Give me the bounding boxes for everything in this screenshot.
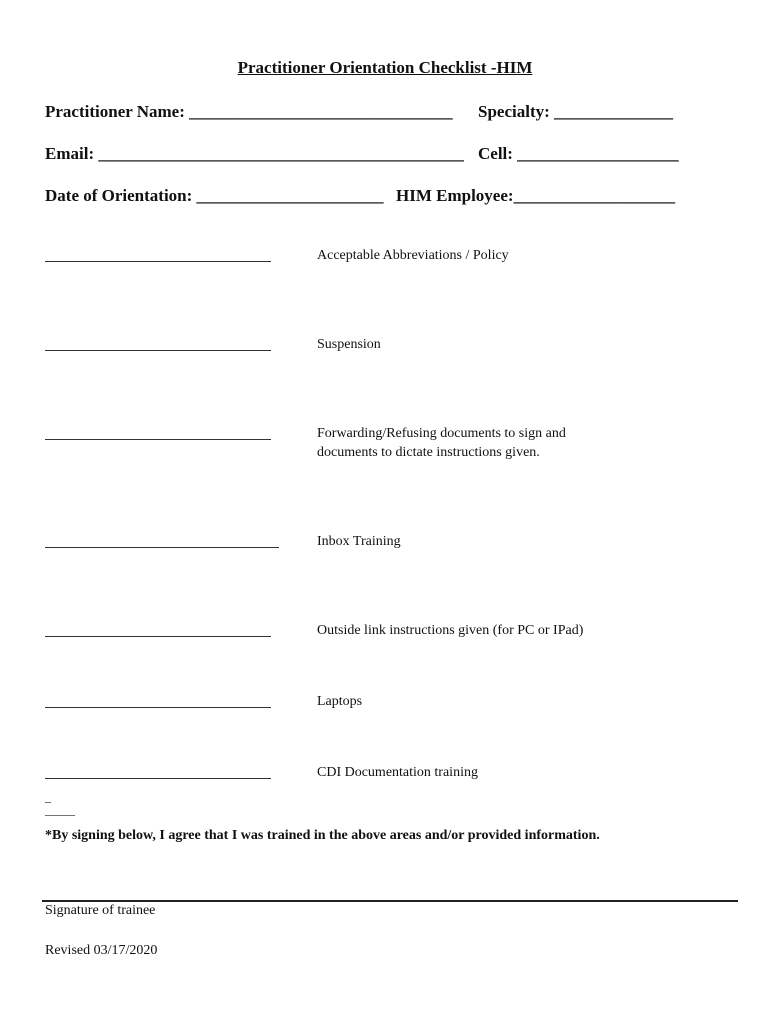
specialty-field[interactable]: Specialty: ______________ — [478, 102, 674, 121]
cell-field[interactable]: Cell: ___________________ — [478, 144, 679, 163]
checklist-item-label: Outside link instructions given (for PC or IPad) — [317, 623, 584, 638]
revised-date: Revised 03/17/2020 — [45, 943, 158, 958]
checklist-item-label: Inbox Training — [317, 534, 401, 549]
initials-line[interactable] — [45, 707, 271, 708]
initials-line[interactable] — [45, 350, 271, 351]
stray-mark: _ — [45, 790, 51, 804]
agreement-note: *By signing below, I agree that I was trained in the above areas and/or provided information. — [45, 828, 600, 843]
practitioner-name-field[interactable]: Practitioner Name: _______________________________ — [45, 102, 453, 121]
checklist-item-label: Forwarding/Refusing documents to sign and — [317, 426, 566, 441]
initials-line[interactable] — [45, 261, 271, 262]
signature-label: Signature of trainee — [45, 903, 156, 918]
checklist-item-label: Suspension — [317, 337, 381, 352]
signature-line[interactable] — [42, 900, 738, 902]
checklist-item-label: Laptops — [317, 694, 363, 709]
checklist-item-label: Acceptable Abbreviations / Policy — [317, 248, 509, 263]
email-field[interactable]: Email: ___________________________________________ — [45, 144, 464, 163]
initials-line[interactable] — [45, 778, 271, 779]
initials-line[interactable] — [45, 547, 279, 548]
checklist-item-label-continued: documents to dictate instructions given. — [317, 445, 540, 460]
stray-line: _____ — [45, 803, 75, 817]
date-of-orientation-field[interactable]: Date of Orientation: ______________________ — [45, 186, 384, 205]
him-employee-field[interactable]: HIM Employee:___________________ — [396, 186, 676, 205]
checklist-item-label: CDI Documentation training — [317, 765, 478, 780]
initials-line[interactable] — [45, 636, 271, 637]
form-title: Practitioner Orientation Checklist -HIM — [237, 58, 533, 77]
initials-line[interactable] — [45, 439, 271, 440]
